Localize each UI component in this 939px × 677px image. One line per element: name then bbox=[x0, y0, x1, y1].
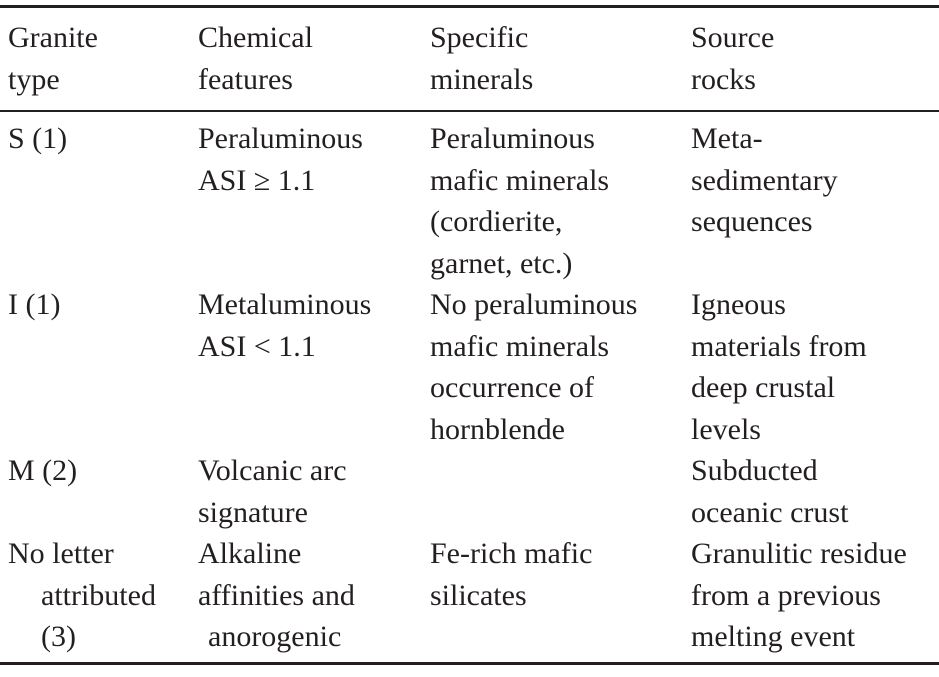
cell-line: signature bbox=[198, 495, 308, 529]
cell-line: ASI < 1.1 bbox=[198, 329, 316, 363]
row-i-chemical-features bbox=[198, 284, 371, 367]
cell-line: oceanic crust bbox=[691, 495, 849, 529]
cell-line: affinities and bbox=[198, 578, 355, 612]
cell-line: Granulitic residue bbox=[691, 537, 907, 570]
header-chemical-features bbox=[198, 17, 313, 100]
cell-line: levels bbox=[691, 412, 761, 446]
header-line: minerals bbox=[430, 62, 534, 96]
cell-line: No peraluminous bbox=[430, 288, 638, 321]
cell-line: materials from bbox=[691, 329, 867, 363]
header-line: Source bbox=[691, 21, 775, 54]
cell-line: Alkaline bbox=[198, 537, 302, 570]
cell-line: anorogenic bbox=[208, 620, 342, 653]
cell-line: Peraluminous bbox=[430, 122, 595, 155]
cell-line: occurrence of bbox=[430, 371, 595, 404]
cell-line: silicates bbox=[430, 578, 527, 612]
row-i-granite-type bbox=[8, 284, 60, 326]
row-s-chemical-features bbox=[198, 118, 363, 201]
header-granite-type bbox=[8, 17, 98, 100]
cell-line: S (1) bbox=[8, 122, 68, 155]
row-i-specific-minerals bbox=[430, 284, 637, 450]
row-none-specific-minerals bbox=[430, 533, 592, 616]
row-m-granite-type bbox=[8, 450, 77, 492]
cell-line: from a previous bbox=[691, 578, 881, 612]
row-s-source-rocks bbox=[691, 118, 838, 243]
row-none-source-rocks bbox=[691, 533, 907, 658]
header-line: type bbox=[8, 62, 60, 96]
row-s-specific-minerals bbox=[430, 118, 609, 284]
cell-line: sequences bbox=[691, 205, 813, 238]
header-line: Granite bbox=[8, 21, 98, 54]
header-rule bbox=[0, 110, 939, 112]
cell-line: ASI ≥ 1.1 bbox=[198, 163, 316, 197]
cell-line: Volcanic arc bbox=[198, 454, 347, 487]
row-s-granite-type bbox=[8, 118, 67, 160]
cell-line: Fe-rich mafic bbox=[430, 537, 593, 570]
header-specific-minerals bbox=[430, 17, 533, 100]
cell-line: Igneous bbox=[691, 288, 786, 321]
row-i-source-rocks bbox=[691, 284, 867, 450]
cell-line: Subducted bbox=[691, 454, 818, 487]
cell-line: (3) bbox=[41, 620, 76, 653]
header-source-rocks bbox=[691, 17, 774, 100]
cell-line: sedimentary bbox=[691, 163, 838, 197]
cell-line: (cordierite, bbox=[430, 205, 563, 238]
row-m-source-rocks bbox=[691, 450, 848, 533]
cell-line: Meta- bbox=[691, 122, 763, 155]
cell-line: Peraluminous bbox=[198, 122, 363, 155]
row-m-chemical-features bbox=[198, 450, 347, 533]
cell-line: melting event bbox=[691, 620, 856, 653]
row-none-chemical-features bbox=[198, 533, 355, 658]
header-line: Specific bbox=[430, 21, 529, 54]
row-none-granite-type bbox=[8, 533, 156, 658]
cell-line: I (1) bbox=[8, 288, 61, 321]
table-bottom-rule bbox=[0, 662, 939, 665]
cell-line: mafic minerals bbox=[430, 329, 610, 363]
cell-line: garnet, etc.) bbox=[430, 246, 573, 280]
cell-line: deep crustal bbox=[691, 371, 836, 404]
cell-line: Metaluminous bbox=[198, 288, 372, 321]
cell-line: No letter bbox=[8, 537, 114, 570]
cell-line: mafic minerals bbox=[430, 163, 610, 197]
header-line: Chemical bbox=[198, 21, 313, 54]
cell-line: M (2) bbox=[8, 454, 78, 487]
table-top-rule bbox=[0, 5, 939, 8]
cell-line: attributed bbox=[41, 578, 156, 612]
header-line: features bbox=[198, 62, 293, 96]
header-line: rocks bbox=[691, 62, 756, 96]
cell-line: hornblende bbox=[430, 412, 565, 446]
